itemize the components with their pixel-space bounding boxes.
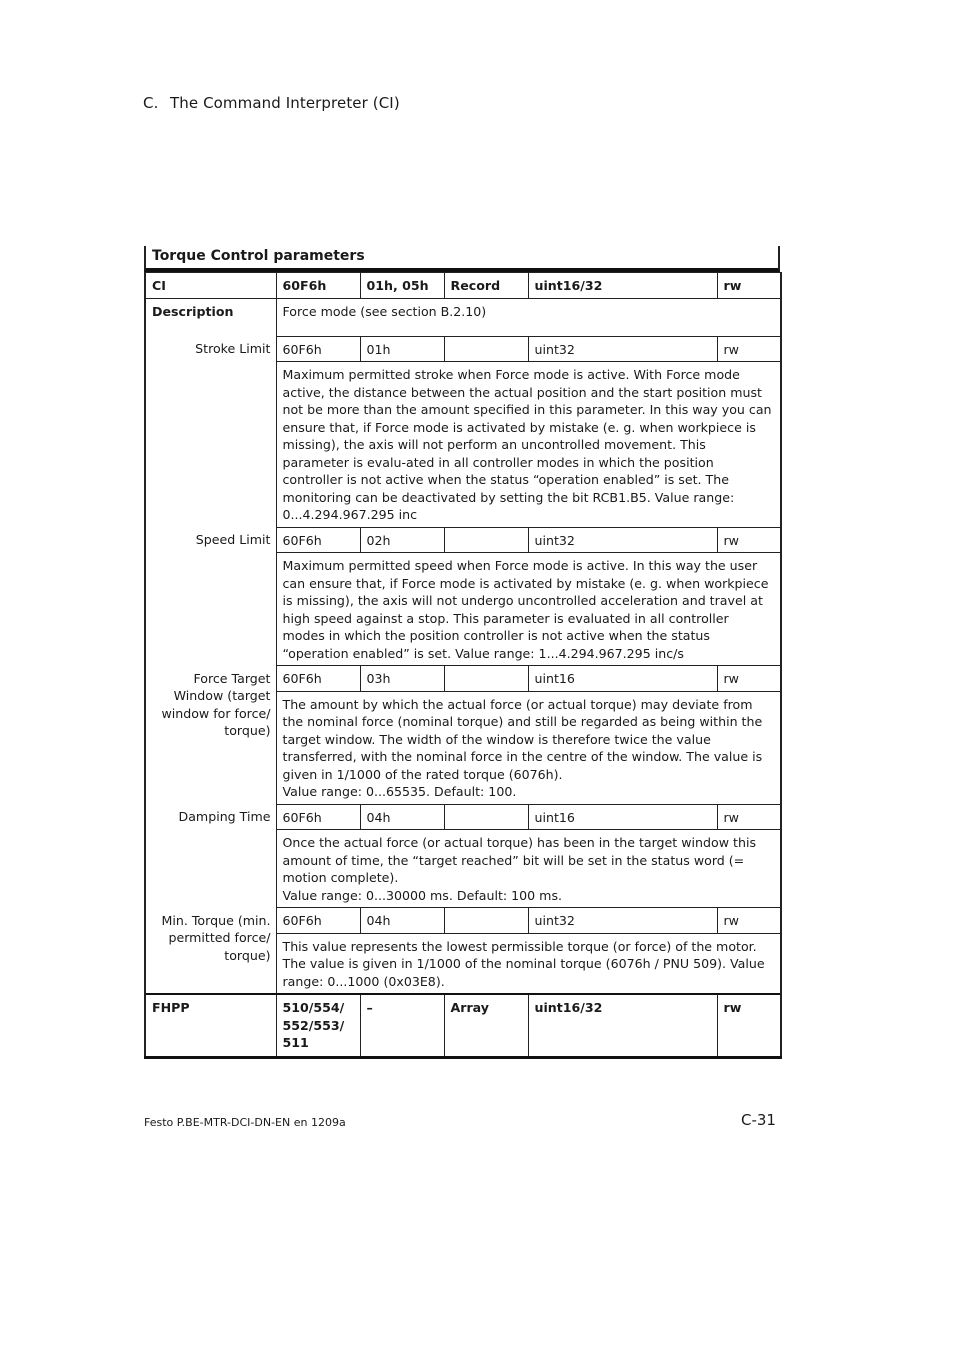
param-data-type: uint16 — [528, 666, 717, 692]
param-row-damping-time — [145, 804, 781, 830]
param-desc-text: The amount by which the actual force (or actual torque) may deviate from the nominal force (nominal torque) and still be regarded as being within the target window. The width of the window is therefore twice the value transferred, with the nominal force in the centre of the window. The value is given in 1/1000 of the rated torque (6076h). — [282, 696, 763, 782]
param-desc-text: Once the actual force (or actual torque) has been in the target window this amount of time, the “target reached” bit will be set in the status word (= motion complete). — [282, 835, 757, 885]
param-desc-range: Value range: 0...30000 ms. Default: 100 ms. — [282, 887, 563, 903]
param-subindex: 04h — [360, 804, 444, 830]
ci-access: rw — [717, 273, 781, 299]
chapter-number: C. — [143, 94, 159, 112]
param-desc-damping-time — [276, 830, 781, 908]
param-data-type: uint32 — [528, 527, 717, 553]
param-access: rw — [717, 666, 781, 692]
param-subindex: 03h — [360, 666, 444, 692]
param-label-min-torque: Min. Torque (min. permitted force/ torque) — [145, 908, 276, 995]
param-label-damping-time: Damping Time — [145, 804, 276, 908]
ci-row — [145, 273, 781, 299]
param-access: rw — [717, 804, 781, 830]
param-row-force-target-window — [145, 666, 781, 692]
description-label: Description — [145, 298, 276, 336]
param-label-speed-limit: Speed Limit — [145, 527, 276, 666]
description-text: Force mode (see section B.2.10) — [276, 298, 781, 336]
fhpp-label: FHPP — [145, 994, 276, 1058]
fhpp-row — [145, 994, 781, 1058]
ci-type: Record — [444, 273, 528, 299]
ci-data-type: uint16/32 — [528, 273, 717, 299]
param-row-stroke-limit — [145, 336, 781, 362]
param-data-type: uint32 — [528, 908, 717, 934]
param-type — [444, 666, 528, 692]
param-data-type: uint32 — [528, 336, 717, 362]
chapter-title: The Command Interpreter (CI) — [170, 94, 400, 112]
param-index: 60F6h — [276, 804, 360, 830]
param-subindex: 04h — [360, 908, 444, 934]
param-desc-force-target-window — [276, 691, 781, 804]
param-desc-min-torque: This value represents the lowest permissible torque (or force) of the motor. The value is given in 1/1000 of the nominal torque (6076h / PNU 509). Value range: 0...1000 (0x03E8). — [276, 933, 781, 994]
param-type — [444, 804, 528, 830]
table-title: Torque Control parameters — [144, 246, 780, 272]
param-desc-speed-limit: Maximum permitted speed when Force mode is active. In this way the user can ensure that, if Force mode is activated by mistake (e. g. when workpiece is missing), the axis will not undergo uncontrolled acceleration and travel at high speed against a stop. This parameter is evaluated in all controller modes in which the position controller is not active when the status “operation enabled” is set. Value range: 1...4.294.967.295 inc/s — [276, 553, 781, 666]
param-desc-range: Value range: 0...65535. Default: 100. — [282, 784, 517, 799]
fhpp-data-type: uint16/32 — [528, 994, 717, 1058]
param-data-type: uint16 — [528, 804, 717, 830]
ci-subindex: 01h, 05h — [360, 273, 444, 299]
param-access: rw — [717, 908, 781, 934]
param-index: 60F6h — [276, 908, 360, 934]
torque-control-table — [144, 246, 780, 1059]
chapter-heading — [143, 94, 400, 112]
fhpp-index: 510/554/ 552/553/ 511 — [276, 994, 360, 1058]
param-index: 60F6h — [276, 336, 360, 362]
footer-doc-id: Festo P.BE-MTR-DCI-DN-EN en 1209a — [144, 1116, 346, 1129]
param-label-stroke-limit: Stroke Limit — [145, 336, 276, 527]
ci-label: CI — [145, 273, 276, 299]
param-label-force-target-window: Force Target Window (target window for force/ torque) — [145, 666, 276, 805]
param-type — [444, 908, 528, 934]
param-access: rw — [717, 336, 781, 362]
param-desc-stroke-limit: Maximum permitted stroke when Force mode is active. With Force mode active, the distance between the actual position and the start position must not be more than the amount specified in this parameter. In this way you can ensure that, if Force mode is activated by mistake (e. g. when workpiece is missing), the axis will not perform an uncontrolled movement. This parameter is evalu-ated in all controller modes in which the position controller is not active when the status “operation enabled” is set. The monitoring can be deactivated by setting the bit RCB1.B5. Value range: 0...4.294.967.295 inc — [276, 362, 781, 528]
fhpp-subindex: – — [360, 994, 444, 1058]
description-row — [145, 298, 781, 336]
param-subindex: 02h — [360, 527, 444, 553]
param-index: 60F6h — [276, 527, 360, 553]
param-type — [444, 336, 528, 362]
param-index: 60F6h — [276, 666, 360, 692]
param-access: rw — [717, 527, 781, 553]
footer-page-number: C-31 — [741, 1111, 776, 1129]
param-row-min-torque — [145, 908, 781, 934]
fhpp-access: rw — [717, 994, 781, 1058]
fhpp-type: Array — [444, 994, 528, 1058]
param-type — [444, 527, 528, 553]
ci-index: 60F6h — [276, 273, 360, 299]
param-subindex: 01h — [360, 336, 444, 362]
param-row-speed-limit — [145, 527, 781, 553]
